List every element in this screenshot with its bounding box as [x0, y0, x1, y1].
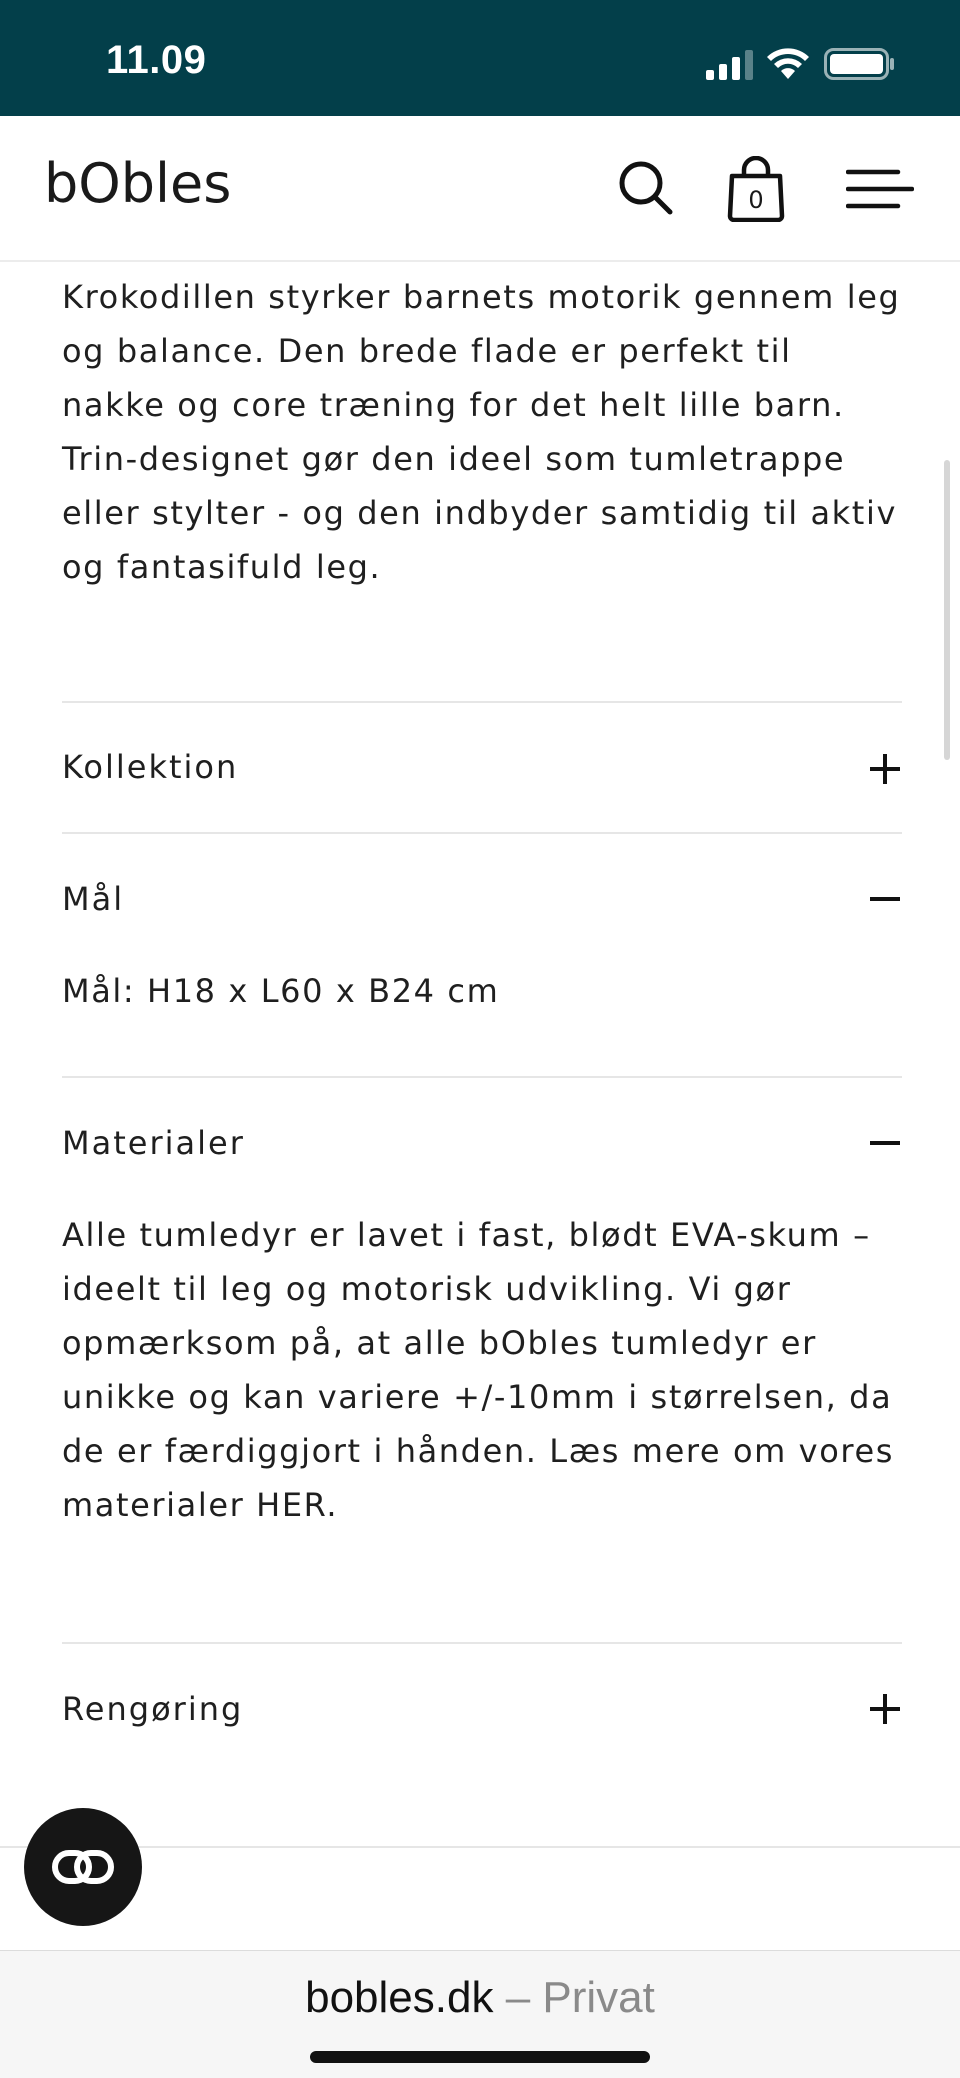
- search-icon[interactable]: [616, 158, 674, 216]
- page-scrollbar[interactable]: [944, 460, 950, 760]
- brand-logo[interactable]: bObles: [44, 152, 232, 215]
- accordion-title-maal[interactable]: Mål: [62, 880, 125, 918]
- accordion-divider: [62, 1076, 902, 1078]
- url-domain: bobles.dk: [305, 1973, 494, 2022]
- status-time: 11.09: [106, 38, 207, 82]
- status-bar: [0, 0, 960, 116]
- browsing-mode: Privat: [542, 1973, 655, 2022]
- home-indicator: [310, 2051, 650, 2063]
- accordion-title-materialer[interactable]: Materialer: [62, 1124, 245, 1162]
- minus-icon[interactable]: [868, 882, 902, 916]
- chat-button[interactable]: [24, 1808, 142, 1926]
- accordion-body-materialer: Alle tumledyr er lavet i fast, blødt EVA-skum – ideelt til leg og motorisk udvikling. Vi gør opmærksom på, at alle bObles tumledyr er unikke og kan variere +/-10mm i størrelsen, da de er færdiggjort i hånden. Læs mere om vores materialer HER.: [62, 1216, 895, 1524]
- accordion-title-rengoering[interactable]: Rengøring: [62, 1690, 244, 1728]
- wifi-icon: [766, 46, 810, 80]
- minus-icon[interactable]: [868, 1126, 902, 1160]
- accordion-body-maal: Mål: H18 x L60 x B24 cm: [62, 972, 500, 1010]
- plus-icon[interactable]: [868, 1692, 902, 1726]
- site-header: [0, 116, 960, 262]
- cart-count: 0: [748, 186, 764, 214]
- browser-address-bar[interactable]: [0, 1950, 960, 2078]
- url-text[interactable]: [0, 1973, 960, 2023]
- accordion-divider: [62, 1642, 902, 1644]
- url-separator: –: [493, 1973, 543, 2022]
- accordion-divider: [62, 832, 902, 834]
- product-content: [62, 262, 902, 594]
- accordion-title-kollektion[interactable]: Kollektion: [62, 748, 239, 786]
- plus-icon[interactable]: [868, 752, 902, 786]
- menu-icon[interactable]: [846, 168, 914, 210]
- battery-icon: [824, 48, 896, 80]
- link-icon: [51, 1847, 115, 1887]
- product-description: Krokodillen styrker barnets motorik gennem leg og balance. Den brede flade er perfekt til nakke og core træning for det helt lille barn. Trin-designet gør den ideel som tumletrappe eller stylter - og den indbyder samtidig til aktiv og fantasifuld leg.: [62, 278, 901, 586]
- accordion-divider: [62, 701, 902, 703]
- cart-button[interactable]: [726, 156, 786, 222]
- accordion-divider: [0, 1846, 960, 1848]
- cellular-signal-icon: [706, 50, 754, 80]
